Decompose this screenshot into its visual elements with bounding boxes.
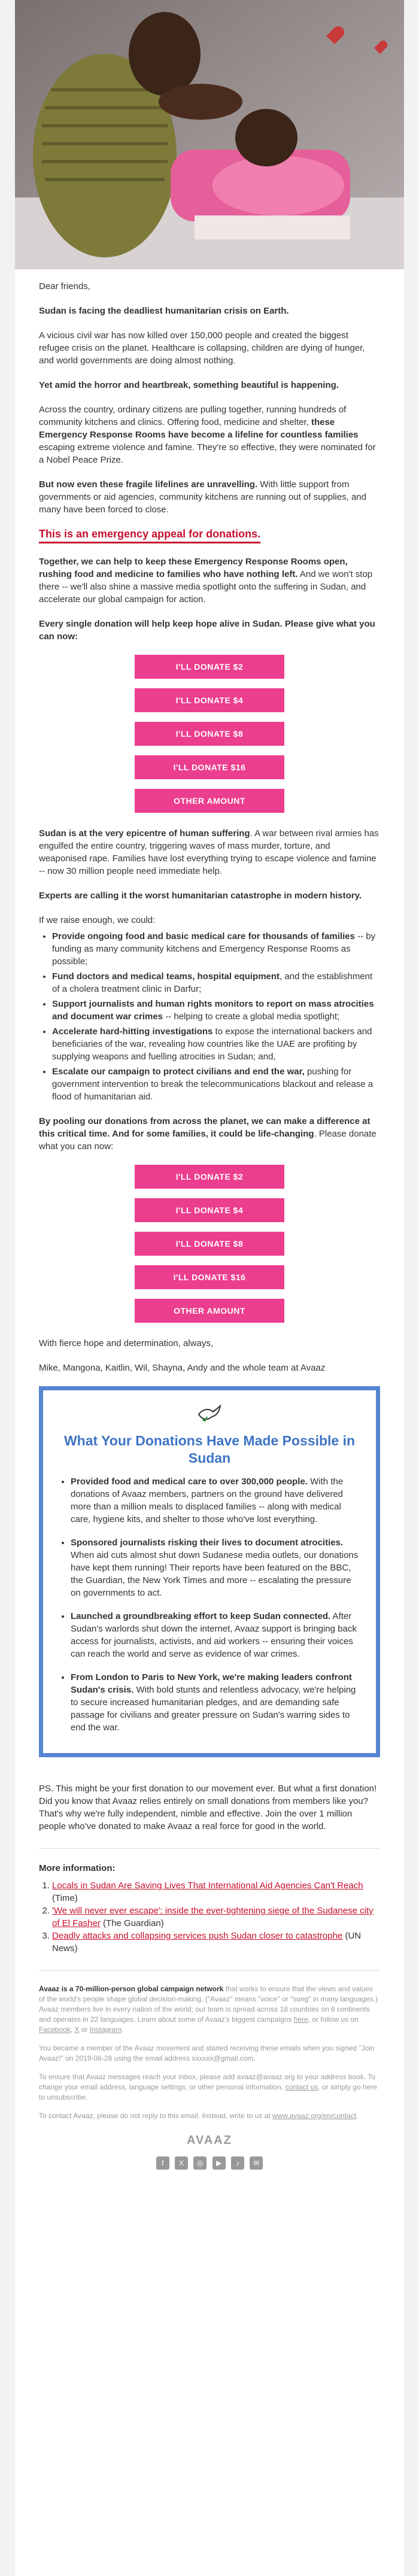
email-icon[interactable]: ✉: [250, 2156, 263, 2170]
list-item: • Escalate our campaign to protect civilians and end the war, pushing for government intervention to break the telecommunications blackout and release a flood of humanitarian aid.: [52, 1065, 380, 1103]
footer-about: Avaaz is a 70-million-person global campaign network that works to ensure that the views and values of the world's people shape global decision-making. ("Avaaz" means "voice" or "song" in many languages.) Avaaz members live in every nation of the world; our team is spread across 18 countries on 6 continents and operates in 22 languages. Learn about some of Avaaz's biggest campaigns here, or follow us on Facebook, X or Instagram.: [39, 1985, 378, 2034]
donate-4-button[interactable]: I'LL DONATE $4: [135, 688, 284, 712]
donate-2-button[interactable]: I'LL DONATE $2: [135, 655, 284, 679]
paragraph: Sudan is at the very epicentre of human suffering. A war between rival armies has engulfed the entire country, triggering waves of mass murder, torture, and weaponised rape. Families have lost everything trying to escape violence and famine -- now 30 million people need immediate help.: [39, 828, 379, 876]
contact-page-link[interactable]: www.avaaz.org/en/contact: [272, 2112, 357, 2120]
more-info-title: More information:: [39, 1863, 116, 1873]
impact-box: [39, 1386, 380, 1757]
more-info-list: [39, 1879, 380, 1955]
list-item: • Provide ongoing food and basic medical care for thousands of families -- by funding as many community kitchens and Emergency Response Rooms as possible;: [52, 930, 380, 968]
paragraph: Yet amid the horror and heartbreak, something beautiful is happening.: [39, 380, 339, 390]
hero-illustration: [15, 0, 404, 269]
social-icons: [39, 2156, 380, 2170]
paragraph: If we raise enough, we could:: [39, 915, 156, 925]
appeal-heading: This is an emergency appeal for donations.: [39, 528, 380, 543]
divider: [39, 1848, 380, 1849]
more-information: [39, 1862, 380, 1955]
footer-membership: You became a member of the Avaaz movement and started receiving these emails when you signed "Join Avaaz!" on 2019-06-28 using the email address xxxxxx@gmail.com.: [39, 2044, 375, 2062]
campaigns-link[interactable]: here: [293, 2015, 308, 2024]
greeting: Dear friends,: [39, 281, 90, 291]
footer: [39, 1984, 380, 2170]
list-item: 1. Locals in Sudan Are Saving Lives That International Aid Agencies Can't Reach (Time): [52, 1879, 380, 1904]
article-link[interactable]: Deadly attacks and collapsing services push Sudan closer to catastrophe: [52, 1931, 343, 1941]
youtube-icon[interactable]: ▶: [212, 2156, 226, 2170]
facebook-link[interactable]: Facebook: [39, 2025, 71, 2034]
donate-other-button[interactable]: OTHER AMOUNT: [135, 789, 284, 813]
list-item: • Provided food and medical care to over 300,000 people. With the donations of Avaaz members, partners on the ground have delivered more than a million meals to displaced families -- along with medical care, hygiene kits, and shelter to those who've lost everything.: [71, 1475, 362, 1526]
x-icon[interactable]: X: [175, 2156, 188, 2170]
list-item: • Sponsored journalists risking their lives to document atrocities. When aid cuts almost shut down Sudanese media outlets, our donations have kept them running! Their reports have been featured on the BBC, the Guardian, the New York Times and more -- escalating the pressure on governments to act.: [71, 1536, 362, 1599]
paragraph: A vicious civil war has now killed over 150,000 people and created the biggest refugee crisis on the planet. Healthcare is collapsing, children are dying of hunger, and world governments are doing almost nothing.: [39, 330, 365, 366]
list-item: 2. 'We will never ever escape': inside the ever-tightening siege of the Sudanese city of El Fasher (The Guardian): [52, 1904, 380, 1930]
ps-paragraph: PS. This might be your first donation to our movement ever. But what a first donation! Did you know that Avaaz relies entirely on small donations from members like you? That's why we're fully independent, nimble and effective. Join the over 1 million people who've donated to make Avaaz a real force for good in the world.: [39, 1784, 377, 1831]
impact-title: What Your Donations Have Made Possible in Sudan: [63, 1433, 356, 1466]
instagram-icon[interactable]: ◎: [193, 2156, 207, 2170]
signature: Mike, Mangona, Kaitlin, Wil, Shayna, Andy and the whole team at Avaaz: [39, 1363, 326, 1373]
list-item: 3. Deadly attacks and collapsing services push Sudan closer to catastrophe (UN News): [52, 1930, 380, 1955]
donate-4-button[interactable]: I'LL DONATE $4: [135, 1198, 284, 1222]
article-link[interactable]: 'We will never ever escape': inside the ever-tightening siege of the Sudanese city of El Fasher: [52, 1906, 374, 1928]
list-item: • Launched a groundbreaking effort to keep Sudan connected. After Sudan's warlords shut down the internet, Avaaz support is bringing back access for journalists, activists, and aid workers -- ensuring their voices can reach the world and serve as evidence of war crimes.: [71, 1610, 362, 1660]
tiktok-icon[interactable]: ♪: [231, 2156, 244, 2170]
signoff: With fierce hope and determination, always,: [39, 1338, 213, 1348]
paragraph: Every single donation will help keep hope alive in Sudan. Please give what you can now:: [39, 619, 375, 642]
footer-contact: To contact Avaaz, please do not reply to this email. Instead, write to us at www.avaaz.org/en/contact.: [39, 2112, 359, 2120]
list-item: • Accelerate hard-hitting investigations to expose the international backers and beneficiaries of the war, revealing how countries like the UAE are profiting by supplying weapons and fuelling atrocities in Sudan; and,: [52, 1025, 380, 1063]
donate-2-button[interactable]: I'LL DONATE $2: [135, 1165, 284, 1189]
facebook-icon[interactable]: f: [156, 2156, 169, 2170]
article-link[interactable]: Locals in Sudan Are Saving Lives That International Aid Agencies Can't Reach: [52, 1881, 363, 1891]
paragraph: By pooling our donations from across the planet, we can make a difference at this critical time. And for some families, it could be life-changing. Please donate what you can now:: [39, 1116, 377, 1152]
paragraph: Together, we can help to keep these Emergency Response Rooms open, rushing food and medicine to families who have nothing left. And we won't stop there -- we'll also shine a massive media spotlight onto the suffering in Sudan, and accelerate our global campaign for action.: [39, 557, 373, 604]
paragraph: Across the country, ordinary citizens are pulling together, running hundreds of community kitchens and clinics. Offering food, medicine and shelter, these Emergency Response Rooms have become a lifeline for countless families escaping extreme violence and famine. They're so effective, they were nominated for a Nobel Peace Prize.: [39, 405, 376, 465]
dove-icon: [57, 1402, 362, 1427]
email-container: [15, 0, 404, 2576]
footer-settings: To ensure that Avaaz messages reach your inbox, please add avaaz@avaaz.org to your address book. To change your email address, language settings, or other personal information, contact us, or simply go here to unsubscribe.: [39, 2073, 377, 2101]
donate-16-button[interactable]: I'LL DONATE $16: [135, 755, 284, 779]
donate-buttons-second: [39, 1165, 380, 1323]
divider: [39, 1970, 380, 1971]
impact-list: [57, 1475, 362, 1734]
donate-other-button[interactable]: OTHER AMOUNT: [135, 1299, 284, 1323]
avaaz-logo: AVAAZ: [187, 2134, 232, 2147]
paragraph: Experts are calling it the worst humanitarian catastrophe in modern history.: [39, 891, 362, 901]
list-item: • From London to Paris to New York, we're making leaders confront Sudan's crisis. With bold stunts and relentless advocacy, we're helping to secure increased humanitarian pledges, and are demanding safe passage for civilians and greater pressure on Sudan's warring sides to end the war.: [71, 1671, 362, 1734]
instagram-link[interactable]: Instagram: [89, 2025, 122, 2034]
list-item: • Fund doctors and medical teams, hospital equipment, and the establishment of a cholera treatment clinic in Darfur;: [52, 970, 380, 995]
hero-photo: [15, 0, 404, 269]
list-item: • Support journalists and human rights monitors to report on mass atrocities and document war crimes -- helping to create a global media spotlight;: [52, 998, 380, 1023]
donate-buttons: [39, 655, 380, 813]
email-body: [15, 269, 404, 2170]
contact-us-link[interactable]: contact us: [285, 2083, 318, 2091]
headline: Sudan is facing the deadliest humanitarian crisis on Earth.: [39, 306, 289, 316]
donate-8-button[interactable]: I'LL DONATE $8: [135, 1232, 284, 1256]
paragraph: But now even these fragile lifelines are unravelling. With little support from governments or aid agencies, community kitchens are running out of supplies, and many have been forced to close.: [39, 479, 366, 515]
donate-16-button[interactable]: I'LL DONATE $16: [135, 1265, 284, 1289]
help-list: [39, 930, 380, 1103]
donate-8-button[interactable]: I'LL DONATE $8: [135, 722, 284, 746]
x-link[interactable]: X: [74, 2025, 80, 2034]
